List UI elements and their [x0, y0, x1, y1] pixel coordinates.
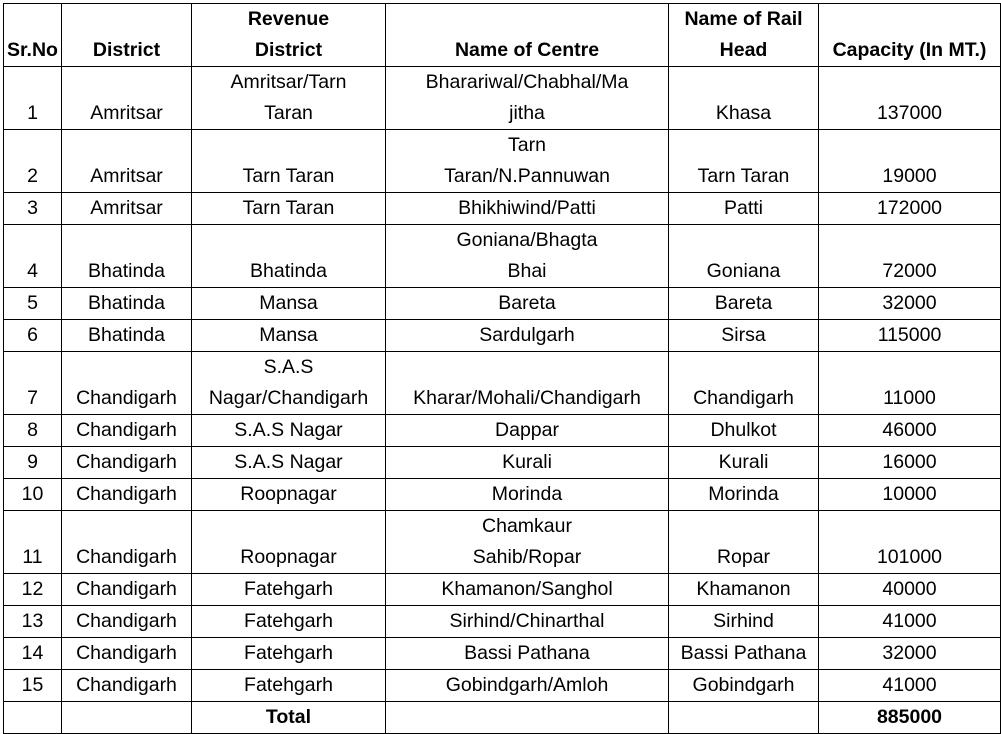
rail-head-cell: Patti: [669, 193, 819, 225]
sr-no-cell: 3: [4, 193, 62, 225]
sr-no-cell: 10: [4, 479, 62, 511]
sr-no-cell: 5: [4, 288, 62, 320]
centre-cell-line: Khamanon/Sanghol: [441, 578, 613, 600]
centre-cell-line: Tarn: [508, 134, 546, 156]
revenue-district-cell: [192, 288, 386, 320]
revenue-district-cell-line: Amritsar/Tarn: [230, 71, 347, 93]
revenue-district-cell: [192, 670, 386, 702]
capacity-cell: 41000: [819, 670, 1001, 702]
revenue-district-cell-line: Fatehgarh: [244, 578, 333, 600]
rail-head-cell: Khasa: [669, 67, 819, 130]
table-body: [4, 67, 1001, 702]
capacity-cell: 32000: [819, 288, 1001, 320]
centre-cell-line: Bhikhiwind/Patti: [458, 197, 596, 219]
revenue-district-cell-line: S.A.S Nagar: [234, 419, 343, 441]
sr-no-cell: 11: [4, 511, 62, 574]
rail-head-cell: Bassi Pathana: [669, 638, 819, 670]
revenue-district-cell-line: Fatehgarh: [244, 642, 333, 664]
centre-cell-line: jitha: [509, 102, 545, 124]
centre-cell: [386, 352, 669, 415]
centre-cell-line: Kurali: [502, 451, 552, 473]
revenue-district-cell: [192, 67, 386, 130]
table-row: [4, 606, 1001, 638]
capacity-cell: 72000: [819, 225, 1001, 288]
capacity-cell: 32000: [819, 638, 1001, 670]
centre-cell: [386, 638, 669, 670]
total-sr-cell: [4, 702, 62, 734]
sr-no-cell: 8: [4, 415, 62, 447]
centre-cell: [386, 130, 669, 193]
district-cell: Amritsar: [62, 193, 192, 225]
centre-cell-line: Taran/N.Pannuwan: [444, 165, 610, 187]
rail-head-cell: Kurali: [669, 447, 819, 479]
rail-head-cell: Bareta: [669, 288, 819, 320]
centre-cell: [386, 574, 669, 606]
table-header-row: [4, 4, 1001, 67]
revenue-district-cell: [192, 447, 386, 479]
table-row: [4, 574, 1001, 606]
revenue-district-cell: [192, 225, 386, 288]
revenue-district-cell: [192, 352, 386, 415]
revenue-district-cell: [192, 320, 386, 352]
table-row: [4, 288, 1001, 320]
capacity-cell: 19000: [819, 130, 1001, 193]
table-row: [4, 320, 1001, 352]
centre-cell-line: Gobindgarh/Amloh: [445, 674, 609, 696]
table-row: [4, 479, 1001, 511]
district-cell: Chandigarh: [62, 447, 192, 479]
centre-cell: [386, 193, 669, 225]
revenue-district-cell: [192, 638, 386, 670]
rail-head-cell: Dhulkot: [669, 415, 819, 447]
capacity-cell: 11000: [819, 352, 1001, 415]
revenue-district-cell-line: Mansa: [259, 324, 318, 346]
total-district-cell: [62, 702, 192, 734]
district-cell: Amritsar: [62, 130, 192, 193]
capacity-cell: 172000: [819, 193, 1001, 225]
centre-cell: [386, 479, 669, 511]
rail-head-cell: Tarn Taran: [669, 130, 819, 193]
centre-cell: [386, 288, 669, 320]
revenue-district-cell: [192, 574, 386, 606]
table-row: [4, 352, 1001, 415]
revenue-district-cell: [192, 511, 386, 574]
revenue-district-cell-line: Nagar/Chandigarh: [208, 387, 369, 409]
header-capacity: Capacity (In MT.): [819, 4, 1001, 67]
centre-cell-line: Sirhind/Chinarthal: [449, 610, 605, 632]
revenue-district-cell: [192, 606, 386, 638]
rail-head-cell: Sirhind: [669, 606, 819, 638]
revenue-district-cell-line: Tarn Taran: [242, 165, 335, 187]
district-cell: Chandigarh: [62, 606, 192, 638]
revenue-district-cell-line: Bhatinda: [250, 260, 327, 282]
district-cell: Chandigarh: [62, 352, 192, 415]
district-cell: Chandigarh: [62, 415, 192, 447]
centre-cell: [386, 225, 669, 288]
sr-no-cell: 14: [4, 638, 62, 670]
table-row: [4, 638, 1001, 670]
rail-head-cell: Khamanon: [669, 574, 819, 606]
revenue-district-cell-line: Roopnagar: [240, 546, 337, 568]
revenue-district-cell: [192, 415, 386, 447]
centre-cell: [386, 320, 669, 352]
sr-no-cell: 2: [4, 130, 62, 193]
district-cell: Chandigarh: [62, 511, 192, 574]
centre-cell-line: Bharariwal/Chabhal/Ma: [425, 71, 629, 93]
centre-cell-line: Bareta: [498, 292, 556, 314]
capacity-table: [3, 3, 1001, 734]
centre-cell-line: Chamkaur: [482, 515, 572, 537]
revenue-district-cell: [192, 479, 386, 511]
table-row: [4, 511, 1001, 574]
district-cell: Chandigarh: [62, 670, 192, 702]
centre-cell: [386, 670, 669, 702]
header-centre: Name of Centre: [386, 4, 669, 67]
capacity-cell: 40000: [819, 574, 1001, 606]
rail-head-cell: Sirsa: [669, 320, 819, 352]
total-centre-cell: [386, 702, 669, 734]
district-cell: Chandigarh: [62, 638, 192, 670]
header-sr-no: Sr.No: [4, 4, 62, 67]
capacity-cell: 10000: [819, 479, 1001, 511]
total-row: [4, 702, 1001, 734]
district-cell: Bhatinda: [62, 225, 192, 288]
revenue-district-cell-line: S.A.S Nagar: [234, 451, 343, 473]
table-row: [4, 193, 1001, 225]
centre-cell-line: Dappar: [495, 419, 559, 441]
header-rail-head: Name of Rail Head: [669, 4, 819, 67]
rail-head-cell: Chandigarh: [669, 352, 819, 415]
capacity-cell: 46000: [819, 415, 1001, 447]
sr-no-cell: 1: [4, 67, 62, 130]
centre-cell-line: Sardulgarh: [479, 324, 575, 346]
total-capacity: 885000: [819, 702, 1001, 734]
centre-cell-line: Goniana/Bhagta: [456, 229, 598, 251]
district-cell: Bhatinda: [62, 288, 192, 320]
sr-no-cell: 4: [4, 225, 62, 288]
rail-head-cell: Gobindgarh: [669, 670, 819, 702]
sr-no-cell: 7: [4, 352, 62, 415]
table-row: [4, 670, 1001, 702]
table-row: [4, 447, 1001, 479]
total-rail-head-cell: [669, 702, 819, 734]
revenue-district-cell-line: Tarn Taran: [242, 197, 335, 219]
header-district: District: [62, 4, 192, 67]
district-cell: Bhatinda: [62, 320, 192, 352]
sr-no-cell: 12: [4, 574, 62, 606]
capacity-cell: 137000: [819, 67, 1001, 130]
revenue-district-cell-line: Roopnagar: [240, 483, 337, 505]
capacity-cell: 16000: [819, 447, 1001, 479]
sr-no-cell: 15: [4, 670, 62, 702]
sr-no-cell: 13: [4, 606, 62, 638]
centre-cell: [386, 415, 669, 447]
revenue-district-cell: [192, 130, 386, 193]
revenue-district-cell-line: Taran: [264, 102, 313, 124]
centre-cell: [386, 511, 669, 574]
revenue-district-cell: [192, 193, 386, 225]
sr-no-cell: 9: [4, 447, 62, 479]
district-cell: Chandigarh: [62, 574, 192, 606]
capacity-cell: 41000: [819, 606, 1001, 638]
revenue-district-cell-line: S.A.S: [263, 356, 314, 378]
district-cell: Chandigarh: [62, 479, 192, 511]
centre-cell-line: Sahib/Ropar: [472, 546, 582, 568]
revenue-district-cell-line: Fatehgarh: [244, 674, 333, 696]
centre-cell: [386, 447, 669, 479]
revenue-district-cell-line: Fatehgarh: [244, 610, 333, 632]
sr-no-cell: 6: [4, 320, 62, 352]
centre-cell-line: Morinda: [491, 483, 563, 505]
centre-cell: [386, 67, 669, 130]
rail-head-cell: Ropar: [669, 511, 819, 574]
centre-cell-line: Bassi Pathana: [464, 642, 590, 664]
table-row: [4, 225, 1001, 288]
table-row: [4, 67, 1001, 130]
rail-head-cell: Morinda: [669, 479, 819, 511]
header-revenue-district: Revenue District: [192, 4, 386, 67]
capacity-cell: 101000: [819, 511, 1001, 574]
district-cell: Amritsar: [62, 67, 192, 130]
table-row: [4, 130, 1001, 193]
capacity-cell: 115000: [819, 320, 1001, 352]
revenue-district-cell-line: Mansa: [259, 292, 318, 314]
centre-cell-line: Bhai: [507, 260, 547, 282]
centre-cell-line: Kharar/Mohali/Chandigarh: [413, 387, 641, 409]
centre-cell: [386, 606, 669, 638]
total-label: Total: [192, 702, 386, 734]
table-row: [4, 415, 1001, 447]
rail-head-cell: Goniana: [669, 225, 819, 288]
